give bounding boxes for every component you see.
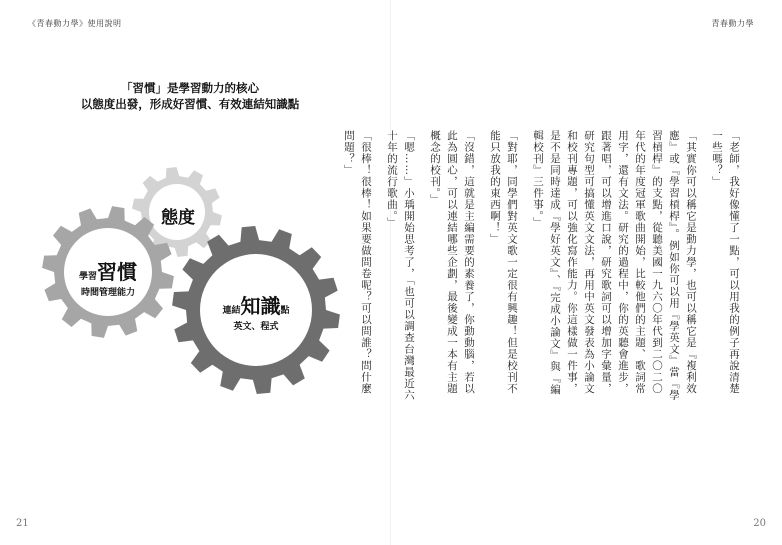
gear-small-label [148, 203, 208, 228]
habit-sub: 時間管理能力 [80, 288, 135, 298]
paragraph: 「對耶，同學們對英文歌一定很有興趣！但是校刊不能只放我的東西啊！」 [489, 130, 518, 395]
attitude-label: 態度 [161, 208, 195, 228]
running-head-left: 《青春動力學》使用說明 [28, 19, 122, 28]
gear-right-label [196, 290, 316, 332]
right-page [343, 0, 782, 545]
figure-heading [40, 80, 340, 112]
paragraph: 「老師，我好像懂了一點，可以用我的例子再說清楚一些嗎？」 [711, 130, 740, 395]
paragraph: 「沒錯，這就是主編需要的素養了，你動動腦，若以此為圓心，可以連結哪些企劃，最後變成一本有主題概念的校刊。」 [429, 130, 475, 395]
gear-left-label [48, 256, 168, 298]
knowledge-label: 知識 [240, 294, 281, 318]
paragraph: 「很棒！很棒！如果要做問卷呢？可以問誰？問什麼問題？」 [343, 130, 372, 395]
running-head-right: 青春動力學 [711, 19, 754, 28]
figure-heading-line2: 以態度出發，形成好習慣、有效連結知識點 [80, 97, 300, 111]
knowledge-suffix: 點 [280, 306, 290, 316]
vertical-body-text [343, 130, 742, 405]
habit-label: 習慣 [97, 260, 137, 284]
gears-figure [0, 150, 391, 410]
page-number-right: 20 [753, 518, 766, 529]
page-number-left: 21 [16, 518, 29, 529]
knowledge-prefix: 連結 [222, 306, 241, 316]
habit-prefix: 學習 [78, 272, 97, 282]
paragraph: 「其實你可以稱它是動力學，也可以稱它是『複利效應』或『學習槓桿』。例如你可以用『學英文』當『學習槓桿』的支點，從聽美國一九六〇年代到二〇二〇年代的年度冠軍歌曲開始，比較他們的主題、歌詞常用字，還有文法。研究的過程中，你的英聽會進步，跟著唱，可以增進口說，研究歌詞可以增加字彙量，研究句型可搞懂英文文法，再用中英文發表為小論文和校刊專題，可以強化寫作能力。你這樣做一件事，是不是同時達成『學好英文』、『完成小論文』與『編輯校刊』三件事。」 [532, 130, 697, 401]
knowledge-sub: 英文、程式 [233, 322, 279, 332]
figure-heading-line1: 「習慣」是學習動力的核心 [121, 81, 259, 95]
paragraph: 「嗯……」小瑀開始思考了，「也可以調查台灣最近六十年的流行歌曲。」 [386, 130, 415, 401]
